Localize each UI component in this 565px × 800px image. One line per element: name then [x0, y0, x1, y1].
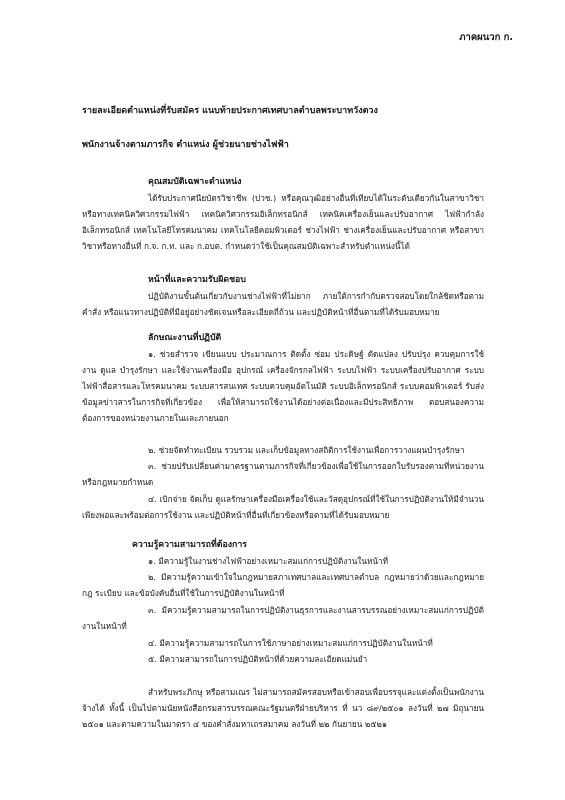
qualifications-heading: คุณสมบัติเฉพาะตำแหน่ง: [148, 177, 242, 187]
knowledge-item-5: ๕. มีความสามารถในการปฏิบัติหน้าที่ด้วยความละเอียดแม่นยำ: [148, 654, 368, 664]
document-title: รายละเอียดตำแหน่งที่รับสมัคร แนบท้ายประกาศเทศบาลตำบลพระบาทวังตวง: [82, 106, 378, 116]
work-item-1: ๑. ช่วยสำรวจ เขียนแบบ ประมาณการ ติดตั้ง ซ่อม ประดิษฐ์ ดัดแปลง ปรับปรุง ควบคุมการใช้งาน ดูแล บำรุงรักษา และใช้งานเครื่องมือ อุปกรณ์ เครื่องจักรกลไฟฟ้า ระบบไฟฟ้า ระบบเครื่องปรับอากาศ ระบบไฟฟ้าสื่อสารและโทรคมนาคม ระบบสารสนเทศ ระบบควบคุมอัตโนมัติ ระบบอิเล็กทรอนิกส์ ระบบคอมพิวเตอร์ รับส่งข้อมูลข่าวสารในการกิจที่เกี่ยวข้อง เพื่อให้สามารถใช้งานได้อย่างต่อเนื่องและมีประสิทธิภาพ ตอบสนองความต้องการของหน่วยงานภายในและภายนอก: [82, 349, 484, 424]
knowledge-item-2: ๒. มีความรู้ความเข้าใจในกฎหมายสภาเทศบาลและเทศบาลตำบล กฎหมายว่าด้วยและกฎหมาย กฎ ระเบียบ และข้อบังคับอื่นที่ใช้ในการปฏิบัติงานในหน้าที่: [82, 572, 484, 599]
knowledge-heading: ความรู้ความสามารถที่ต้องการ: [132, 540, 248, 550]
duties-text: ปฏิบัติงานขั้นต้นเกี่ยวกับงานช่างไฟฟ้าที่ไม่ยาก ภายใต้การกำกับตรวจสอบโดยใกล้ชิดหรือตามคำสั่ง หรือแนวทางปฏิบัติที่มีอยู่อย่างชัดเจนหรือละเอียดถี่ถ้วน และปฏิบัติหน้าที่อื่นตามที่ได้รับมอบหมาย: [82, 291, 484, 318]
position-title: พนักงานจ้างตามภารกิจ ตำแหน่ง ผู้ช่วยนายช่างไฟฟ้า: [82, 140, 289, 150]
work-item-3: ๓. ช่วยปรับเปลี่ยนค่ามาตรฐานตามภารกิจที่เกี่ยวข้องเพื่อใช้ในการออกใบรับรองตามที่หน่วยงานหรือกฎหมายกำหนด: [82, 461, 484, 488]
work-item-4: ๔. เบิกจ่าย จัดเก็บ ดูแลรักษาเครื่องมือเครื่องใช้และวัสดุอุปกรณ์ที่ใช้ในการปฏิบัติงานให้มีจำนวนเพียงพอและพร้อมต่อการใช้งาน และปฏิบัติหน้าที่อื่นที่เกี่ยวข้องหรือตามที่ได้รับมอบหมาย: [82, 494, 484, 521]
duties-heading: หน้าที่และความรับผิดชอบ: [148, 275, 246, 285]
work-heading: ลักษณะงานที่ปฏิบัติ: [148, 333, 222, 343]
annex-label: ภาคผนวก ก.: [459, 32, 513, 43]
monk-note: สำหรับพระภิกษุ หรือสามเณร ไม่สามารถสมัครสอบหรือเข้าสอบเพื่อบรรจุและแต่งตั้งเป็นพนักงานจ้างได้ ทั้งนี้ เป็นไปตามนัยหนังสือกรมสารบรรณคณะรัฐมนตรีฝ่ายบริหาร ที่ นว ๘๙/๒๕๐๑ ลงวันที่ ๒๗ มิถุนายน ๒๕๐๑ และตามความในมาตรา ๔ ของคำสั่งมหาเถรสมาคม ลงวันที่ ๒๒ กันยายน ๒๕๒๑: [82, 687, 484, 730]
work-item-2: ๒. ช่วยจัดทำทะเบียน รวบรวม และเก็บข้อมูลทางสถิติการใช้งานเพื่อการวางแผนบำรุงรักษา: [148, 445, 465, 455]
knowledge-item-3: ๓. มีความรู้ความสามารถในการปฏิบัติงานธุรการและงานสารบรรณอย่างเหมาะสมแก่การปฏิบัติงานในหน้าที่: [82, 605, 484, 632]
knowledge-item-4: ๔. มีความรู้ความสามารถในการใช้ภาษาอย่างเหมาะสมแก่การปฏิบัติงานในหน้าที่: [148, 638, 433, 648]
knowledge-item-1: ๑. มีความรู้ในงานช่างไฟฟ้าอย่างเหมาะสมแก่การปฏิบัติงานในหน้าที่: [148, 556, 388, 566]
qualifications-text: ได้รับประกาศนียบัตรวิชาชีพ (ปวช.) หรือคุณวุฒิอย่างอื่นที่เทียบได้ในระดับเดียวกันในสาขาวิชาหรือทางเทคนิควิศวกรรมไฟฟ้า เทคนิควิศวกรรมอิเล็กทรอนิกส์ เทคนิคเครื่องเย็นและปรับอากาศ ไฟฟ้ากำลังอิเล็กทรอนิกส์ เทคโนโลยีโทรคมนาคม เทคโนโลยีคอมพิวเตอร์ ช่างไฟฟ้า ช่างเครื่องเย็นและปรับอากาศ หรือสาขาวิชาหรือทางอื่นที่ ก.จ. ก.ท. และ ก.อบต. กำหนดว่าใช้เป็นคุณสมบัติเฉพาะสำหรับตำแหน่งนี้ได้: [82, 193, 484, 252]
